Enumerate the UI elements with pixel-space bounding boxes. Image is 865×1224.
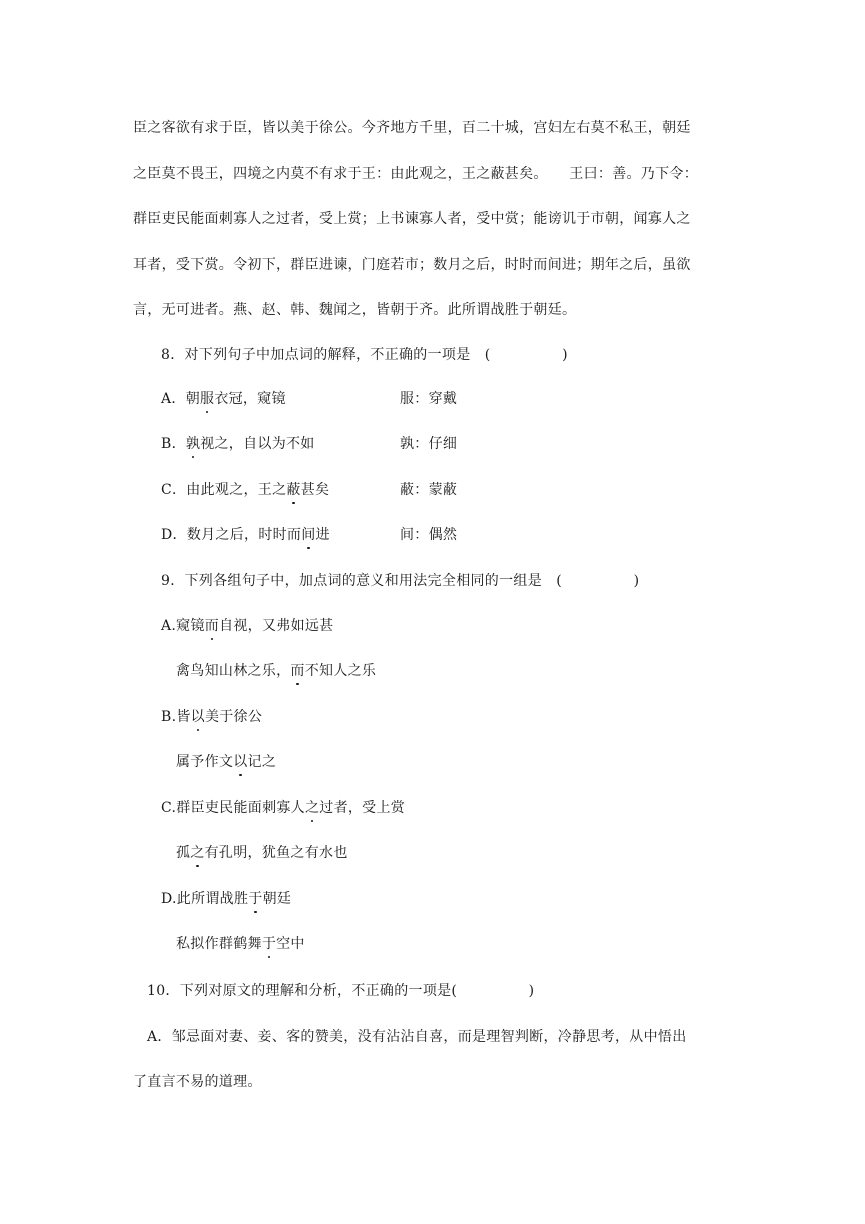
q8-b-dotted-word: 孰 — [185, 436, 201, 452]
q9-d1-pre: D.此所谓战胜 — [161, 891, 249, 907]
q9-c1-pre: C.群臣吏民能面刺寡人 — [161, 800, 305, 816]
q8-a-gloss: 服：穿戴 — [400, 391, 458, 407]
q9-d2-post: 空中 — [276, 936, 305, 952]
q9-group-d-line-2 — [176, 934, 305, 954]
q8-option-c — [161, 480, 329, 500]
q9-d2-dotted-word: 于 — [261, 936, 277, 952]
q8-d-gloss: 间：偶然 — [400, 527, 458, 543]
q9-a2-dotted-word: 而 — [290, 663, 305, 679]
q9-b1-post: 美于徐公 — [204, 709, 263, 725]
q8-c-gloss: 蔽：蒙蔽 — [400, 482, 458, 498]
q9-b1-pre: B.皆 — [161, 709, 191, 725]
q9-c1-post: 过者，受上赏 — [319, 800, 406, 816]
passage-line-4: 耳者，受下赏。令初下，群臣进谏，门庭若市；数月之后，时时而间进；期年之后，虽欲 — [133, 257, 691, 273]
q9-b2-post: 记之 — [247, 754, 277, 770]
q9-c2-dotted-word: 之 — [190, 845, 205, 861]
q8-d-pre: D．数月之后，时时而 — [161, 527, 302, 543]
q9-c1-dotted-word: 之 — [304, 800, 320, 816]
q8-a-post: 衣冠，窥镜 — [214, 391, 286, 407]
q9-a1-dotted-word: 而 — [204, 618, 220, 634]
q8-c-dotted-word: 蔽 — [286, 482, 301, 498]
q9-a2-pre: 禽鸟知山林之乐， — [176, 663, 291, 679]
q9-group-a-line-1 — [161, 616, 333, 636]
q8-b-pre: B． — [161, 436, 186, 452]
q9-c2-post: 有孔明，犹鱼之有水也 — [204, 845, 348, 861]
q9-a2-post: 不知人之乐 — [304, 663, 377, 679]
q9-d1-dotted-word: 于 — [248, 891, 263, 907]
q9-c2-pre: 孤 — [176, 845, 191, 861]
passage-line-5: 言，无可进者。燕、赵、韩、魏闻之，皆朝于齐。此所谓战胜于朝廷。 — [133, 302, 577, 318]
q8-c-pre: C．由此观之，王之 — [161, 482, 287, 498]
q10-stem: 10．下列对原文的理解和分析，不正确的一项是( ) — [147, 983, 535, 999]
q8-d-post: 进 — [315, 527, 330, 543]
q9-a1-pre: A.窥镜 — [161, 618, 205, 634]
q8-a-dotted-word: 服 — [200, 391, 215, 407]
q9-b2-pre: 属予作文 — [176, 754, 234, 770]
q8-b-post: 视之，自以为不如 — [200, 436, 315, 452]
q10-option-a-line-2: 了直言不易的道理。 — [133, 1074, 262, 1090]
q8-a-pre: A．朝 — [161, 391, 201, 407]
q9-a1-post: 自视，又弗如远甚 — [219, 618, 334, 634]
passage-line-1: 臣之客欲有求于臣，皆以美于徐公。今齐地方千里，百二十城，宫妇左右莫不私王，朝廷 — [133, 120, 691, 136]
q9-b1-dotted-word: 以 — [190, 709, 205, 725]
q8-option-b — [161, 434, 315, 454]
q9-d2-pre: 私拟作群鹤舞 — [176, 936, 262, 952]
q9-stem: 9．下列各组句子中，加点词的意义和用法完全相同的一组是 ( ) — [161, 573, 640, 589]
q10-option-a-line-1: A．邹忌面对妻、妾、客的赞美，没有沾沾自喜，而是理智判断，冷静思考，从中悟出 — [147, 1029, 687, 1045]
q8-option-d — [161, 525, 330, 545]
q9-group-a-line-2 — [176, 661, 376, 681]
q9-group-c-line-2 — [176, 843, 348, 863]
q9-group-d-line-1 — [161, 889, 291, 909]
q9-group-b-line-2 — [176, 752, 276, 772]
passage-line-2: 之臣莫不畏王，四境之内莫不有求于王：由此观之，王之蔽甚矣。 王曰：善。乃下令： — [133, 166, 698, 182]
passage-line-3: 群臣吏民能面刺寡人之过者，受上赏；上书谏寡人者，受中赏；能谤讥于市朝，闻寡人之 — [133, 211, 691, 227]
q9-d1-post: 朝廷 — [262, 891, 292, 907]
q9-b2-dotted-word: 以 — [233, 754, 248, 770]
q9-group-b-line-1 — [161, 707, 262, 727]
q8-d-dotted-word: 间 — [301, 527, 316, 543]
q8-c-post: 甚矣 — [300, 482, 330, 498]
q9-group-c-line-1 — [161, 798, 405, 818]
q8-stem: 8．对下列句子中加点词的解释，不正确的一项是 ( ) — [161, 347, 568, 363]
q8-b-gloss: 孰：仔细 — [400, 436, 458, 452]
